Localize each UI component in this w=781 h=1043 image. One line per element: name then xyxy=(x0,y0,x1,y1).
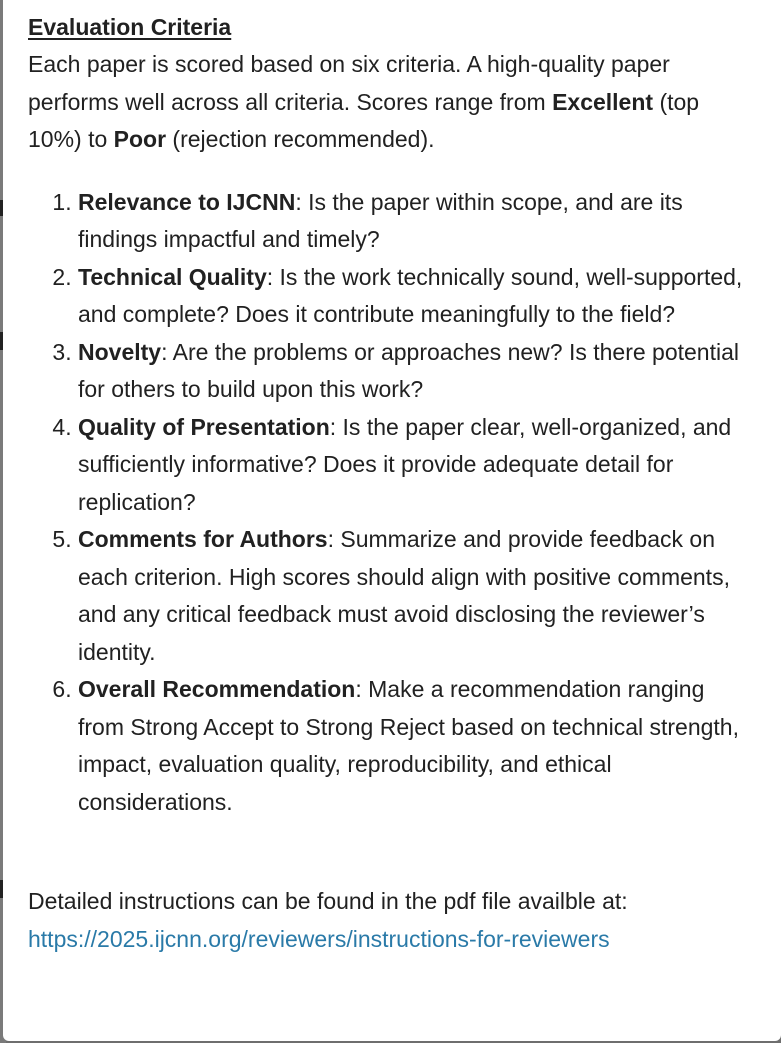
criterion-item xyxy=(78,259,751,334)
criterion-description: : Summarize and provide feedback on each criterion. High scores should align with positive comments, and any critical feedback must avoid disclosing the reviewer’s identity. xyxy=(78,526,730,665)
instructions-footer xyxy=(28,883,751,958)
criteria-list xyxy=(28,184,751,822)
criterion-item xyxy=(78,521,751,671)
intro-poor: Poor xyxy=(113,126,167,152)
criterion-description: : Is the paper clear, well-organized, and sufficiently informative? Does it provide adequate detail for replication? xyxy=(78,413,732,515)
criterion-term: Relevance to IJCNN xyxy=(78,188,296,215)
criterion-item xyxy=(78,671,751,821)
criterion-description: : Make a recommendation ranging from Strong Accept to Strong Reject based on technical strength, impact, evaluation quality, reproducibility, and ethical considerations. xyxy=(78,676,739,815)
criterion-description: : Are the problems or approaches new? Is there potential for others to build upon this work? xyxy=(78,338,739,402)
criterion-term: Technical Quality xyxy=(78,263,267,290)
intro-text: Each paper is scored based on six criteria. A high-quality paper performs well across all criteria. Scores range from xyxy=(28,51,670,115)
intro-paragraph xyxy=(28,46,751,159)
criterion-description: : Is the work technically sound, well-supported, and complete? Does it contribute meaningfully to the field? xyxy=(78,263,743,327)
criterion-term: Comments for Authors xyxy=(78,526,328,552)
criterion-item xyxy=(78,409,751,522)
instructions-link[interactable]: https://2025.ijcnn.org/reviewers/instructions-for-reviewers xyxy=(28,925,610,952)
criterion-description: : Is the paper within scope, and are its findings impactful and timely? xyxy=(78,188,683,252)
intro-text: (rejection recommended). xyxy=(166,126,435,152)
panel-heading: Evaluation Criteria xyxy=(28,14,232,40)
criterion-item xyxy=(78,334,751,409)
footer-text: Detailed instructions can be found in the pdf file availble at: xyxy=(28,888,628,914)
criterion-term: Overall Recommendation xyxy=(78,676,356,702)
intro-excellent: Excellent xyxy=(552,88,654,115)
criterion-item xyxy=(78,184,751,259)
criterion-term: Quality of Presentation xyxy=(78,413,330,440)
evaluation-criteria-panel xyxy=(3,0,781,1041)
criterion-term: Novelty xyxy=(78,338,162,365)
intro-text: (top 10%) to xyxy=(28,88,700,152)
